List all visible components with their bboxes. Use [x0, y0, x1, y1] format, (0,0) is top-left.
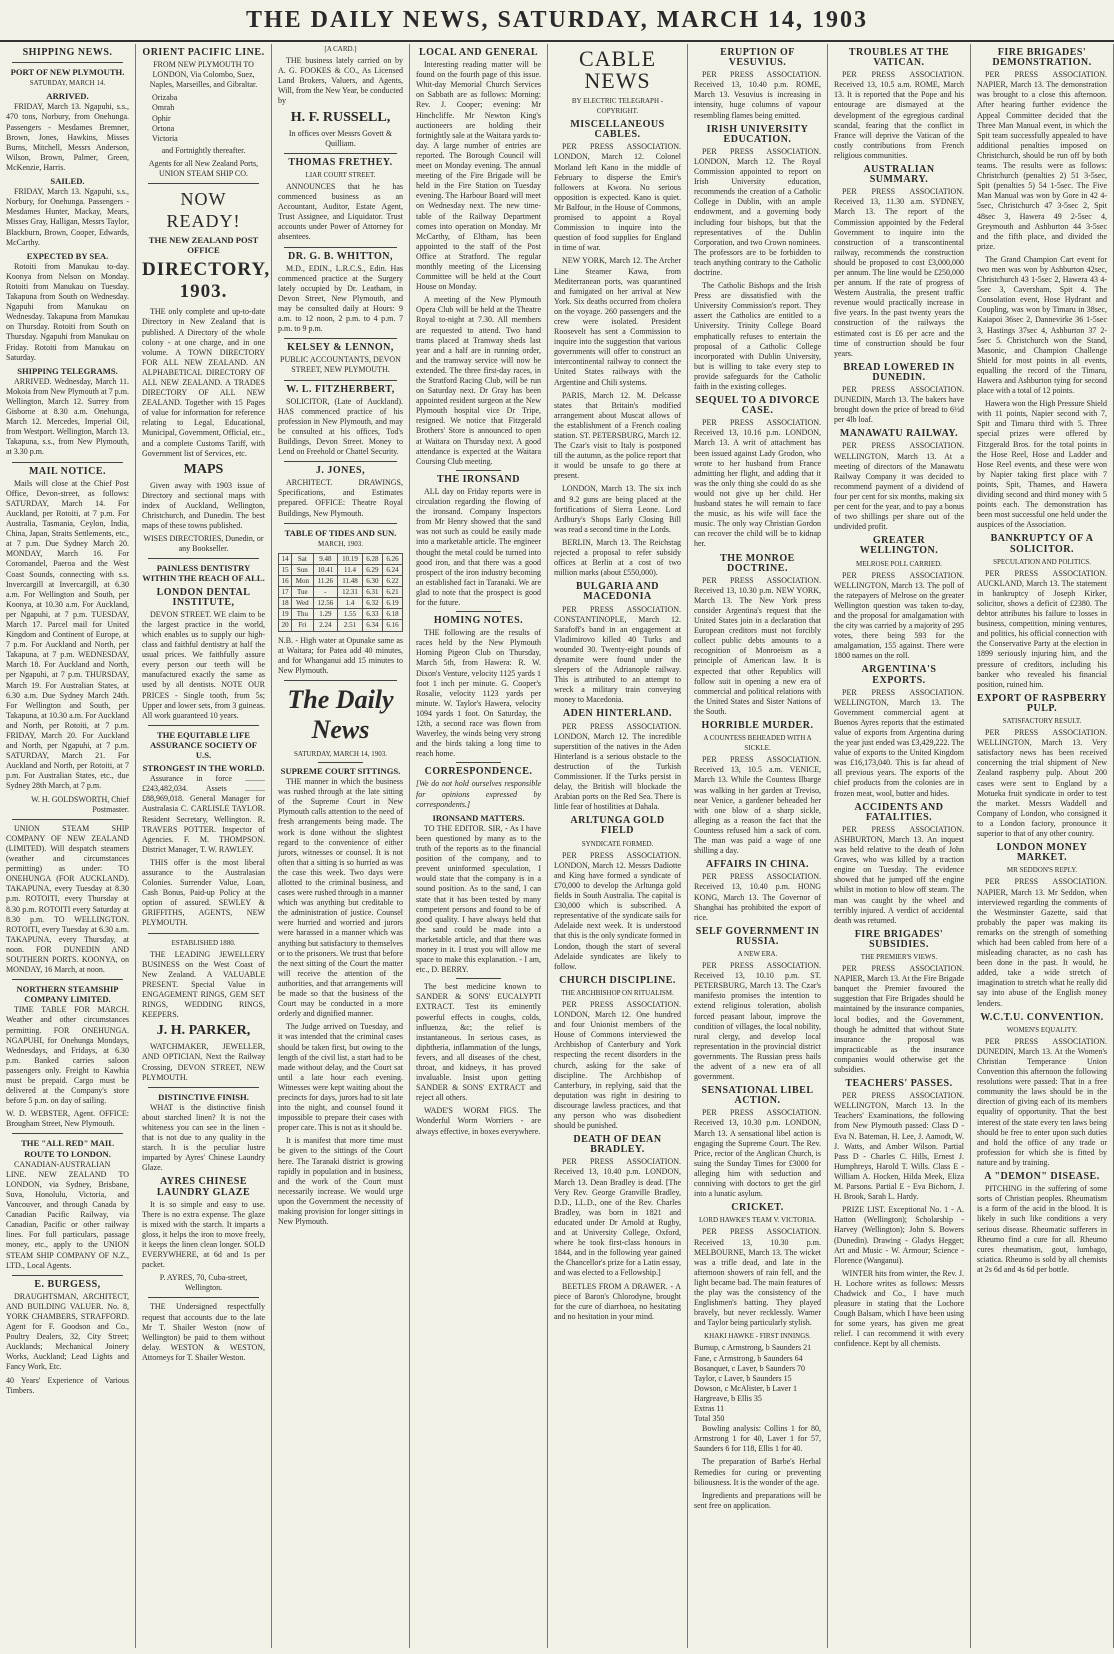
- bread-text: PER PRESS ASSOCIATION. DUNEDIN, March 13. The bakers have brought down the price of bread to 6½d per 4lb loaf.: [834, 385, 964, 425]
- london-dental-heading: LONDON DENTAL INSTITUTE,: [156, 586, 251, 608]
- allred-text: CANADIAN-AUSTRALIAN LINE. NEW ZEALAND TO LONDON, via Sydney, Brisbane, Suva, Honolulu, Victoria, and Vancouver, and through Canada by Canadian Pacific Railway, via Canadian, Pacific or other railway lines. For full particulars, passage money, etc., apply to the UNION STEAM SHIP COMPANY OF N.Z., LTD., Local Agents.: [6, 1159, 129, 1270]
- tide-cell: 19: [279, 609, 292, 620]
- bradley-heading: DEATH OF DEAN BRADLEY.: [573, 1134, 662, 1156]
- money-text: PER PRESS ASSOCIATION. NAPIER, March 13. Mr Seddon, when interviewed regarding the comments of the Westminster Gazette, said that probably the paper was making its remarks on the strength of something which had been cabled from here of a misleading character, as no cash has been done in the past. It would, he added, take a wide stretch of imagination to stretch what he really did say into abuse of the English money lenders.: [977, 877, 1107, 1008]
- ayres-text: It is so simple and easy to use. There is no extra expense. The glaze is mixed with the starch. It imparts a gloss, it helps the iron to move freely, it keeps the linen clean longer. SOLD EVERYWHERE, at 6d and 1s per packet.: [142, 1199, 265, 1270]
- tide-cell: Tue: [292, 587, 313, 598]
- masthead: [0, 0, 1114, 42]
- tide-cell: 6.16: [382, 620, 402, 631]
- divider: [148, 725, 259, 726]
- telegrams-text: ARRIVED. Wednesday, March 11. Mokoia from New Plymouth at 7 p.m. Wellington, March 12. Surrey from Gisborne at 8.30 a.m. Onehunga, March 12. Mercedes, Imperial Oil, from Westport. Wellington, March 13. Takapuna, s.s., from New Plymouth, at 3.30 p.m.: [6, 376, 129, 457]
- kelsey-heading: KELSEY & LENNON,: [287, 342, 394, 354]
- directory-heading: THE NEW ZEALAND POST OFFICE: [148, 235, 259, 256]
- tide-cell: 6.18: [382, 609, 402, 620]
- divider: [12, 1133, 123, 1134]
- wises-text: WISES DIRECTORIES, Dunedin, or any Bookseller.: [143, 534, 264, 554]
- divider: [284, 461, 397, 462]
- parker-text: WATCHMAKER, JEWELLER, AND OPTICIAN, Next the Railway Crossing, DEVON STREET, NEW PLYMOUTH.: [142, 1042, 265, 1082]
- tide-note: N.B. - High water at Opunake same as at Waitara; for Patea add 40 minutes, and for Whanganui add 15 minutes to New Plymouth.: [278, 635, 403, 675]
- paper-date: SATURDAY, MARCH 14, 1903.: [294, 749, 387, 758]
- tide-cell: Fri: [292, 620, 313, 631]
- cricket-sub: LORD HAWKE'S TEAM V. VICTORIA.: [698, 1216, 817, 1225]
- demon-text: PITCHING in the suffering of some sorts of Christian peoples. Rheumatism is a form of the acid in the blood. It is likely in such like conditions a very serious disease. Rheumatic sufferers in Rheumo find a cure for all. Rheumo cures rheumatism, gout, lumbago, sciatica. Rheumo is sold by all chemists at 2s 6d and 4s 6d per bottle.: [977, 1184, 1107, 1274]
- wctu-text: PER PRESS ASSOCIATION. DUNEDIN, March 13. At the Women's Christian Temperance Union Convention this afternoon the following resolutions were passed: That in a free community the laws should be in the direction of giving each of its members equality of opportunity. That the best interest of the state every ten laws being should be free to enter upon such duties and hold the office of any trade or profession for which she is fitted by nature and by training.: [977, 1036, 1107, 1167]
- orient-text: FROM NEW PLYMOUTH TO LONDON, Via Colombo, Suez, Naples, Marseilles, and Gibraltar.: [149, 60, 258, 90]
- equitable-subheading: STRONGEST IN THE WORLD.: [142, 763, 265, 774]
- vesuvius-text: PER PRESS ASSOCIATION. Received 13, 10.40 p.m. ROME, March 13. Vesuvius is increasing in intensity, huge columns of vapour resembling flames being emitted.: [694, 70, 821, 120]
- winter-advert: WINTER hits from winter, the Rev. J. H. Lochore writes as follows: Messrs Chadwick and Co., I have much pleasure in stating that the Lochore Cough Balsam, which I have been using for some years, has given me great relief. I can recommend it with every confidence. Kept by all chemists.: [834, 1268, 964, 1349]
- tide-cell: Wed: [292, 598, 313, 609]
- whitton-heading: DR. G. B. WHITTON,: [287, 250, 394, 262]
- divider: [284, 380, 397, 381]
- cable-heading: CABLE NEWS: [578, 46, 657, 93]
- divider: [148, 558, 259, 559]
- tide-cell: 6.30: [362, 576, 382, 587]
- tide-row: [279, 576, 403, 587]
- tide-cell: 10.19: [338, 553, 363, 564]
- ship-list: [152, 93, 255, 143]
- local-more: A meeting of the New Plymouth Opera Club will be held at the Theatre Royal to-night at 7.30. All members are requested to attend. Two hand trams placed at Tramway sheds last year and a half are in running order, and the tramway service will now be extended. The three first-day races, in the Stratford Racing Club, will be run on Saturday next. Dr Gray has been appointed resident surgeon at the New Plymouth hospital vice Dr Tripe, resigned. We notice that Fitzgerald Brothers' Store is announced to open at Waitara on Thursday next. A good attendance is expected at the Waitara Coursing Club meeting.: [416, 295, 541, 466]
- raspberry-heading: EXPORT OF RASPBERRY PULP.: [977, 692, 1107, 714]
- agent-text: W. D. WEBSTER, Agent. OFFICE: Brougham Street, New Plymouth.: [6, 1109, 129, 1129]
- orient-heading: ORIENT PACIFIC LINE.: [142, 47, 265, 58]
- ayres-heading: AYRES CHINESE LAUNDRY GLAZE: [156, 1176, 251, 1198]
- local-heading: LOCAL AND GENERAL: [418, 47, 539, 58]
- china-text: PER PRESS ASSOCIATION. Received 13, 10.40 p.m. HONG KONG, March 13. The Governor of Shanghai has prohibited the export of rice.: [694, 872, 821, 922]
- jones-text: ARCHITECT. DRAWINGS, Specifications, and Estimates prepared. OFFICE: Theatre Royal Buildings, New Plymouth.: [278, 478, 403, 518]
- divider: [148, 933, 259, 934]
- homing-heading: HOMING NOTES.: [433, 615, 524, 627]
- divider: [12, 979, 123, 980]
- divider: [12, 62, 123, 63]
- tides-heading: TABLE OF TIDES AND SUN.: [284, 527, 397, 538]
- column-6: [688, 44, 828, 1648]
- allred-heading: THE "ALL RED" MAIL ROUTE TO LONDON.: [21, 1138, 114, 1159]
- tide-cell: 6.22: [382, 576, 402, 587]
- ship-item: Ophir: [152, 113, 171, 123]
- divider: [148, 1087, 259, 1088]
- tide-cell: 12.31: [338, 587, 363, 598]
- vatican-text: PER PRESS ASSOCIATION. Received 13, 10.5 a.m. ROME, March 13. It is reported that the Pope and his entourage are dismayed at the development of the egregious cardinal scandal, fearing that the conflict in France will deprive the Vatican of the costly contributions from French religious communities.: [834, 70, 964, 160]
- arltunga-heading: ARLTUNGA GOLD FIELD: [570, 815, 665, 837]
- agents-text: Agents for all New Zealand Ports, UNION STEAM SHIP CO.: [148, 158, 259, 179]
- now-ready: NOW READY!: [166, 189, 241, 232]
- card-label: [A CARD.]: [324, 45, 357, 53]
- column-5: [548, 44, 688, 1648]
- wellington-heading: GREATER WELLINGTON.: [859, 535, 939, 557]
- wctu-sub: WOMEN'S EQUALITY.: [1006, 1025, 1078, 1034]
- mail-heading: MAIL NOTICE.: [28, 465, 107, 477]
- court-text: THE manner in which the business was rushed through at the late sitting of the Supreme Court in New Plymouth calls attention to the need of fresh arrangements being made. The work is done without the slightest regard to the convenience of either jurors, witnesses or counsel. It is not often that a sitting is so hurried as was the case this week. Two days were allotted to the criminal business, and cases were rushed through in a manner which was anything but creditable to the administration of justice. Counsel were hurried and worried and jurors were harassed in a manner which was anything but satisfactory to themselves or to the prisoners. We trust that before the next sitting of the Court the matter will receive the attention of the authorities, and that arrangements will be made so that the business of the Court may be conducted in a more orderly and dignified manner.: [278, 777, 403, 1019]
- church-sub: THE ARCHBISHOP ON RITUALISM.: [561, 988, 674, 997]
- manawatu-text: PER PRESS ASSOCIATION. WELLINGTON, March 13. At a meeting of directors of the Manawatu Railway Company it was decided to recommend payment of a dividend of four per cent for six months, making six per cent for the year, and to pay a bonus of two shillings per share out of the undivided profit.: [834, 441, 964, 532]
- sailed-text: FRIDAY, March 13. Ngapuhi, s.s., Norbury, for Onehunga. Passengers - Mesdames Hunter, Mackay, Mears, Misses Gray, Halligan, Messrs Taylor, Blackburn, Brown, Cooper, Edwards, McCarthy.: [6, 187, 129, 247]
- bread-heading: BREAD LOWERED IN DUNEDIN.: [843, 361, 955, 383]
- maps-text: Given away with 1903 issue of Directory and sectional maps with index of Auckland, Wellington, Christchurch, and Dunedin. The best maps of these towns published.: [142, 480, 265, 531]
- tide-cell: 9.48: [313, 553, 338, 564]
- tide-cell: 11.48: [338, 576, 363, 587]
- ship-item: Victoria: [152, 133, 178, 143]
- tide-cell: 6.28: [362, 553, 382, 564]
- money-sub: MR SEDDON'S REPLY.: [1006, 866, 1078, 875]
- sequel-heading: SEQUEL TO A DIVORCE CASE.: [695, 395, 820, 417]
- tide-row: [279, 598, 403, 609]
- frethey-heading: THOMAS FRETHEY.: [288, 156, 393, 168]
- summary-heading: AUSTRALIAN SUMMARY.: [863, 164, 935, 186]
- accidents-heading: ACCIDENTS AND FATALITIES.: [854, 801, 944, 823]
- sailed-heading: SAILED.: [50, 176, 85, 187]
- bankrupt-text: PER PRESS ASSOCIATION. AUCKLAND, March 13. The statement in bankruptcy of Joseph Kirker, solicitor, shows a deficit of £2380. The debtor attributes his failure to losses in business, competition, mining ventures, and politics, his official connection with the Conservative Party at the election in 1899 seriously injuring him, and the pressure of creditors, including his banker who revealed his financial position, ruined him.: [977, 568, 1107, 689]
- tide-cell: 12.56: [313, 598, 338, 609]
- bankrupt-sub: SPECULATION AND POLITICS.: [993, 557, 1091, 566]
- wellington-sub: MELROSE POLL CARRIED.: [856, 559, 942, 568]
- arrived-text: FRIDAY, March 13. Ngapuhi, s.s., 470 tons, Norbury, from Onehunga. Passengers - Mesdames Bremner, Brown, Jones, Hawkins, Misses Burns, Mitchell, Messrs Anderson, Wilson, Brown, Palmer, Green, McKenzie, Harris.: [6, 102, 129, 172]
- divider: [284, 680, 397, 681]
- score-line: Taylor, c Laver, b Saunders 15: [694, 1373, 792, 1383]
- tide-row: [279, 609, 403, 620]
- weston-text: THE Undersigned respectfully request that accounts due to the late Mr T. Shailer Weston (now of Wellington) be paid to them without delay. WESTON & WESTON, Attorneys for T. Shailer Weston.: [142, 1302, 265, 1362]
- aden-heading: ADEN HINTERLAND.: [562, 708, 673, 720]
- score-line: Burnup, c Armstrong, b Saunders 21: [694, 1343, 812, 1353]
- arrived-heading: ARRIVED.: [46, 91, 89, 102]
- tide-cell: 2.51: [338, 620, 363, 631]
- divider: [12, 819, 123, 820]
- column-7: [828, 44, 971, 1648]
- cricket-text: PER PRESS ASSOCIATION. Received 13, 10.30 p.m. MELBOURNE, March 13. The wicket was a trifle dead, and late in the afternoon showers of rain fell, and the light became bad. The main features of the play was the consistency of the Englishmen's batting. They played bravely, but never recklessly. Warner and Taylor being particularly stylish.: [694, 1227, 821, 1328]
- summary-text: PER PRESS ASSOCIATION. Received 13, 11.30 a.m. SYDNEY, March 13. The report of the Commission appointed by the Federal Government to inquire into the construction of a transcontinental railway, recommends the construction should be proposed to cost £3,000,000 per annum. The line would be £250,000 per annum. If the rate of progress of Western Australia, the present traffic revenue would practically increase in five years. In the past twenty years the construction of the railways the estimated cost is £6 per acre and the time of construction should be four years.: [834, 187, 964, 358]
- northern-text: TIME TABLE FOR MARCH. Weather and other circumstances permitting. FOR ONEHUNGA. NGAPUHI, for Onehunga Mondays, Wednesdays, and Fridays, at 6.30 p.m. Banked carries saloon passengers only. Freight to Kawhia must be prepaid. Cargo must be delivered at the Company's store before 5 p.m. on day of sailing.: [6, 1005, 129, 1106]
- ship-item: Ortona: [152, 123, 175, 133]
- correspondence-subheading: IRONSAND MATTERS.: [432, 812, 525, 823]
- directory-text: THE only complete and up-to-date Directory in New Zealand that is published. A Directory of the whole colony - at one charge, and in one volume. A TOWN DIRECTORY FOR ALL NEW ZEALAND. AN ALPHABETICAL DIRECTORY OF ALL NEW ZEALAND. A TRADES DIRECTORY OF ALL NEW ZEALAND. Together with 15 Pages of value for information for reference relating to Legal, Educational, Municipal, Government, Official, etc., and a complete Customs Tariff, with Government list of Services, etc.: [142, 307, 265, 458]
- misc-text-2: NEW YORK, March 12. The Archer Line Steamer Kawa, from Mediterranean ports, was quarantined and fumigated on her arrival at New York. Six deaths occurred from cholera on the voyage. 260 passengers and the crew were isolated. President Roosevelt has sent a Commission to inquire into the suggestion that various governments will offer to construct an intercontinental railway to connect the United States railways with the Argentine and Chili systems.: [554, 256, 681, 387]
- tide-cell: Mon: [292, 576, 313, 587]
- tide-cell: 6.26: [382, 553, 402, 564]
- homing-text: THE following are the results of races held by the New Plymouth Homing Pigeon Club on Thursday, March 5th, from Hawera: R. W. Dixon's Venture, velocity 1125 yards 1 foot 1 inch per minute. G. Cooper's Rosalie, velocity 1123 yards per minute. W. Taylor's Hawera, velocity 1094 yards 1 foot. On Saturday, the 12th, a second race was flown from Waverley, the winds being very strong and the birds taking a long time to reach home.: [416, 628, 541, 759]
- correspondence-heading: CORRESPONDENCE.: [424, 766, 533, 778]
- murder-sub: A COUNTESS BEHEADED WITH A SICKLE.: [703, 734, 812, 753]
- powder-advert: The preparation of Barbe's Herbal Remedies for curing or preventing biliousness. It is the wonder of the age.: [694, 1457, 821, 1487]
- tide-cell: 16: [279, 576, 292, 587]
- manawatu-heading: MANAWATU RAILWAY.: [839, 428, 959, 440]
- frethey-text: ANNOUNCES that he has commenced business as an Accountant, Auditor, Estate Agent, Trust Assignee, and Liquidator. Trust accounts under Power of Attorney for absentees.: [278, 181, 403, 242]
- tide-cell: 6.33: [362, 609, 382, 620]
- directory-title: DIRECTORY, 1903.: [142, 259, 271, 303]
- expected-text: Rotoiti from Manukau to-day. Koonya from Nelson on Monday. Rotoiti from Manukau on Tuesday. Takapuna from South on Wednesday. Ngapuhi from Manukau on Wednesday. Takapuna from Manukau on Thursday. Rotoiti from South on Thursday. Ngapuhi from Manukau on Friday. Rotoiti from Manukau on Saturday.: [6, 261, 129, 362]
- russia-text: PER PRESS ASSOCIATION. Received 13, 10.10 p.m. ST. PETERSBURG, March 13. The Czar's manifesto promises the intention to extend religious toleration, abolish forced peasant labour, improve the condition of villages, the local nobility, rural clergy, and develop local representation in the provincial district governments. The Russian press hails the advent of a new era of all government.: [694, 961, 821, 1082]
- arltunga-sub: SYNDICATE FORMED.: [581, 839, 654, 848]
- ironsand-text: ALL day on Friday reports were in circulation regarding the flowing of the ironsand. Company Inspectors from Mr Henry showed that the sand was not such as could be easily made into a marketable article. The engineer thought the metal could be turned into good iron, and that there was a good prospect of the iron industry becoming an established fact in Taranaki. We are glad to note that the prospect is good for the future.: [416, 486, 541, 607]
- china-heading: AFFAIRS IN CHINA.: [705, 859, 810, 871]
- teachers-heading: TEACHERS' PASSES.: [845, 1078, 953, 1090]
- local-text: Interesting reading matter will be found on the fourth page of this issue. Whit-day Memorial Church Services on Sabbath are as follows: Morning: Rev. J. Cooper; evening: Mr Hinchcliffe. Mr Newton King's auctioneers are holding their fortnightly sale at the Waitara yards to-day. A large number of entries are reported. The Borough Council will meet on Monday evening. The annual meeting of the Fire Brigade will be held in the Fire Station on Tuesday evening. The Harbour Board will meet on Wednesday next. The new time-table of the Railway Department comes into operation on Monday. Mr McCarthy, of Eltham, has been appointed to the staff of the Post Office at Stratford. The regular monthly meeting of the Licensing Committee will be held at the Court House on Monday.: [416, 60, 541, 292]
- score-line: Extras 11: [694, 1404, 725, 1413]
- jones-heading: J. JONES,: [315, 465, 366, 477]
- monroe-text: PER PRESS ASSOCIATION. Received 13, 10.30 p.m. NEW YORK, March 13. The New York press consider Argentina's request that the United States join in a declaration that European creditors must not forcibly collect public debts amounts to a recognition of Monroeism as a principle of American law. It is expected that other Republics will follow suit in opening a new era of commercial and political relations with the United States and Sister Nations of the South.: [694, 575, 821, 716]
- divider: [456, 978, 501, 979]
- paper-title: The Daily News: [287, 684, 394, 744]
- card-text: THE business lately carried on by A. G. FOOKES & CO., As Licensed Land Brokers, Valuers, and Agents, Will, from the New Year, be conducted by: [278, 56, 403, 106]
- tide-table: [278, 553, 403, 632]
- maps-heading: MAPS: [183, 461, 224, 477]
- wade-advert: WADE'S WORM FIGS. The Wonderful Worm Worriers - are always effective, in boxes everywhere.: [416, 1106, 541, 1136]
- column-8: [971, 44, 1114, 1648]
- subsidies-heading: FIRE BRIGADES' SUBSIDIES.: [854, 928, 944, 950]
- aden-text: PER PRESS ASSOCIATION. LONDON, March 12. The incredible superstition of the natives in the Aden Hinterland is a serious obstacle to the destruction of the Turkish Commissioner. If the Turks persist in delay, the British will blockade the Arabian ports on the Red Sea. There is little fear of hostilities at Dahala.: [554, 721, 681, 812]
- teachers-text: PER PRESS ASSOCIATION. WELLINGTON, March 13. In the Teachers' Examinations, the following from New Plymouth passed: Class D - Eva N. Bateman, H. Lee, J. Aamodt, W. J. Watts, and Amber Wilson. Partial Pass D - Charles C. Hills, Ernest J. Humphreys, Harold T. Wills. Class E - William A. Hocken, Hilda Meek, Eliza M. Parsons. Partial E - Eva Bichorn, J. H. Brook, Sarah L. Hardy.: [834, 1091, 964, 1202]
- column-1: [0, 44, 136, 1648]
- misc-text-4: LONDON, March 13. The six inch and 9.2 guns are being placed at the fortifications of Sierra Leone. Lord Ardbury's Shops Early Closing Bill was read a second time in the Lords.: [554, 484, 681, 534]
- burgess-heading: E. BURGESS,: [34, 1278, 101, 1290]
- score-line: Bosanquet, c Laver, b Saunders 70: [694, 1363, 805, 1373]
- eucalypti-advert: The best medicine known to SANDER & SONS' EUCALYPTI EXTRACT. Test its eminently powerful effects in coughs, colds, influenza, &c; the relief is instantaneous. In serious cases, as diphtheria, inflammation of the lungs, fevers, and all diseases of the chest, throat, and kidneys, it has proved invaluable. Insist upon getting SANDER & SONS' EXTRACT and reject all others.: [416, 982, 541, 1103]
- court-heading: SUPREME COURT SITTINGS.: [280, 765, 401, 776]
- irish-text: PER PRESS ASSOCIATION. LONDON, March 12. The Royal Commission appointed to report on Irish University education, recommends the creation of a Catholic College in Dublin, with an ample endowment, and a governing body including four bishops, but that the representatives of the Dublin Corporation, and two Crown nominees. The professors are to be forbidden to teach anything contrary to the Catholic doctrine.: [694, 146, 821, 277]
- tide-cell: 11.26: [313, 576, 338, 587]
- tide-cell: 1.55: [338, 609, 363, 620]
- tide-cell: 14: [279, 553, 292, 564]
- divider: [284, 153, 397, 154]
- ayres-footer: P. AYRES, 70, Cuba-street, Wellington.: [159, 1273, 248, 1293]
- bowling-text: Bowling analysis: Collins 1 for 80, Armstrong 1 for 40, Laver 1 for 57, Saunders 6 for 118, Ellis 1 for 40.: [694, 1424, 821, 1454]
- ironsand-heading: THE IRONSAND: [437, 473, 520, 485]
- vatican-heading: TROUBLES AT THE VATICAN.: [848, 47, 950, 69]
- wctu-heading: W.C.T.U. CONVENTION.: [980, 1011, 1104, 1023]
- divider: [456, 470, 501, 471]
- tide-cell: Thu: [292, 609, 313, 620]
- subsidies-text: PER PRESS ASSOCIATION. NAPIER, March 13. At the Fire Brigade banquet the Premier favoured the suggestion that Fire Brigades should be maintained by the insurance companies, local bodies, and the Government, though he admitted that without State insurance the proposal was impracticable as the insurance companies would otherwise get the subsidies.: [834, 964, 964, 1074]
- masthead-title: THE DAILY NEWS, SATURDAY, MARCH 14, 1903: [245, 6, 869, 33]
- tide-cell: 18: [279, 598, 292, 609]
- misc-text-5: BERLIN, March 13. The Reichstag rejected a proposal to refer subsidy offices at Berlin at a cost of two million marks (about £550,000).: [554, 537, 681, 578]
- court-end: It is manifest that more time must be given to the sittings of the Court here. The Taranaki district is growing rapidly in population and in business, and the work of the Court must necessarily increase. We would urge upon the Government the necessity of making provision for longer sittings in New Plymouth.: [278, 1136, 403, 1227]
- bankrupt-heading: BANKRUPTCY OF A SOLICITOR.: [990, 533, 1094, 555]
- argentina-heading: ARGENTINA'S EXPORTS.: [861, 664, 937, 686]
- score-line: Total 350: [694, 1414, 725, 1424]
- postmaster: W. H. GOLDSWORTH, Chief Postmaster.: [31, 794, 129, 814]
- divider: [12, 462, 123, 463]
- vesuvius-heading: ERUPTION OF VESUVIUS.: [720, 47, 795, 69]
- tide-row: [279, 553, 403, 564]
- tide-cell: 6.34: [362, 620, 382, 631]
- ship-item: Orizaba: [152, 93, 178, 103]
- tide-cell: 1.29: [313, 609, 338, 620]
- ship-item: Omrah: [152, 103, 175, 113]
- tide-cell: 17: [279, 587, 292, 598]
- frethey-sub: LIAR COURT STREET.: [305, 170, 376, 179]
- fitzherbert-text: SOLICITOR, (Late of Auckland). HAS commenced practice of his profession in New Plymouth, and may be consulted at his offices, Tod's Buildings, Devon Street. Money to Lend on Freehold or Chattel Security.: [278, 396, 403, 457]
- column-4: [410, 44, 548, 1648]
- usscc-text: UNION STEAM SHIP COMPANY OF NEW ZEALAND (LIMITED). Will despatch steamers (weather and circumstances permitting) as under: TO ONEHUNGA (FOR AUCKLAND). TAKAPUNA, every Tuesday at 8.30 p.m. ROTOITI, every Thursday at 8.30 p.m. ROTOITI every Saturday at 8.30 p.m. TO WELLINGTON. ROTOITI, every Tuesday at 6.30 a.m. TAKAPUNA, every Thursday, at noon. FOR DUNEDIN AND SOUTHERN PORTS. KOONYA, on MONDAY, 16 March, at noon.: [6, 823, 129, 975]
- parker-heading: J. H. PARKER,: [156, 1023, 251, 1039]
- murder-text: PER PRESS ASSOCIATION. Received 13, 10.5 a.m. VENICE, March 13. While the Countess Ilbarge was walking in her garden at Treviso, near Venice, a gardener beheaded her with one blow of a sharp sickle, alleging as a reason the fact that the Countess refused him a sack of corn. The man was paid a wage of one shilling a day.: [694, 755, 821, 856]
- score-list: [694, 1343, 821, 1424]
- whitton-text: M.D., EDIN., L.R.C.S., Edin. Has commenced practice at the Surgery lately occupied by Dr. Leatham, in Devon Street, New Plymouth, and may be consulted daily at Hours: 9 a.m. to 12 noon, 2 p.m. to 4 p.m. 7 p.m. to 9 p.m.: [278, 263, 403, 334]
- northern-heading: NORTHERN STEAMSHIP COMPANY LIMITED.: [16, 984, 119, 1005]
- demo-text-2: The Grand Champion Cart event for two men was won by Ashburton 42sec, Christchurch 43 1-5sec 2, Hawera 43 4-5sec 3, Caversham, Spit 4. The Consolation event, Hose Hydrant and Coupling, was won by Timaru in 38sec, Kaiapoi 36sec 2, Dannevirke 36 1-5sec 3, Hastings 37sec 4, Ashburton 37 2-5sec 5. Christchurch won the Stand, Masonic, and Champion Challenge Shield for most points in all events, equalling the record of the Timaru, Hawera and Ashburton tying for second place with a total of 12 points.: [977, 254, 1107, 396]
- arltunga-text: PER PRESS ASSOCIATION. LONDON, March 12. Messrs Dadiotte and King have formed a syndicate of £70,000 to develop the Arltunga gold fields in South Australia. The capital is £30,000 which is subscribed. A representative of the syndicate sails for Adelaide next week. It is understood that this is the only syndicate formed in London, though the start of several Adelaide syndicates are likely to follow.: [554, 850, 681, 971]
- burgess-footer: 40 Years' Experience of Various Timbers.: [6, 1375, 129, 1395]
- tide-row: [279, 587, 403, 598]
- london-dental-text: DEVON STREET. WE claim to be the largest practice in the world, which enables us to supply our high-class and faithful dentistry at half the usual prices. We faithfully assure every person our teeth will be manufactured exactly the same as used by all dentists. NOTE OUR PRICES - Single tooth, from 5s; Upper and lower sets, from 3 guineas. All work guaranteed 10 years.: [142, 609, 265, 720]
- tide-cell: 15: [279, 564, 292, 575]
- score-heading: KHAKI HAWKE - FIRST INNINGS.: [704, 1332, 811, 1341]
- divider: [456, 762, 501, 763]
- tide-cell: 6.21: [382, 587, 402, 598]
- raspberry-sub: SATISFACTORY RESULT.: [1002, 717, 1082, 725]
- prize-text: PRIZE LIST. Exceptional No. 1 - A. Hatton (Wellington); Scholarship - Harvey (Wellington); John S. Bowers (Dunedin). Drawing - Gladys Hegget; Art and Music - W. Armour; Science - Florence (Wanganui).: [834, 1205, 964, 1265]
- russell-sub: In offices over Messrs Govett & Quilliam.: [288, 128, 393, 148]
- parker-intro: THE LEADING JEWELLERY BUSINESS on the West Coast of New Zealand. A VALUABLE PRESENT. Special Value in ENGAGEMENT RINGS, GEM SET RINGS, WEDDING RINGS, KEEPERS.: [142, 949, 265, 1020]
- cable-sub: BY ELECTRIC TELEGRAPH - COPYRIGHT.: [571, 97, 664, 116]
- equitable-text: Assurance in force .......... £243,482,034. Assets .......... £88,969,018. General Manager for Australasia C. CARLISLE TAYLOR. Resident Secretary, Wellington. R. TRAVERS POTTER. Inspector of Agencies. F. M. THOMPSON. District Manager, T. W. RAWLEY.: [142, 774, 265, 854]
- score-line: Fane, c Armstrong, b Saunders 64: [694, 1353, 803, 1363]
- irish-heading: IRISH UNIVERSITY EDUCATION.: [706, 123, 809, 145]
- russia-sub: A NEW ERA.: [737, 949, 778, 958]
- monroe-heading: THE MONROE DOCTRINE.: [720, 552, 795, 574]
- tide-cell: 1.4: [338, 598, 363, 609]
- wellington-text: PER PRESS ASSOCIATION. WELLINGTON, March 13. The poll of the ratepayers of Melrose on the greater Wellington question was taken to-day, and the proposal for amalgamation with the city was carried by a majority of 295 votes, there being 593 for the amalgamation, 155 against. There were 1800 names on the roll.: [834, 570, 964, 661]
- tide-cell: Sat: [292, 553, 313, 564]
- tides-sub: MARCH, 1903.: [318, 539, 363, 548]
- tide-row: [279, 620, 403, 631]
- tide-cell: 6.19: [382, 598, 402, 609]
- finish-text: WHAT is the distinctive finish about starched linen? It is not the whiteness you can see in the linen - that is not due to any quality in the starch. It is the peculiar lustre imparted by Ayres' Chinese Laundry Glaze.: [142, 1102, 265, 1173]
- divider: [284, 523, 397, 524]
- burgess-text: DRAUGHTSMAN, ARCHITECT, AND BUILDING VALUER. No. 8, YORK CHAMBERS, STRAFFORD. Agent for F. Goodson and Co., Poultry Dealers, 32, City Street; Aucklands; Mechanical Joinery Works, Auckland; Lead Lights and Fancy Work, Etc.: [6, 1291, 129, 1372]
- irish-text-2: The Catholic Bishops and the Irish Press are dissatisfied with the University Commission's report. They assert the Catholics are entitled to a University. Trinity College Board emphatically refuses to entertain the proposal of a Catholic College incorporated with Dublin University, but is willing to take every step to provide safeguards for the Catholic faith in the existing colleges.: [694, 281, 821, 391]
- established: ESTABLISHED 1880.: [171, 938, 236, 947]
- tide-cell: -: [313, 587, 338, 598]
- date-line: SATURDAY, MARCH 14.: [29, 79, 106, 88]
- divider: [148, 1297, 259, 1298]
- bradley-text: PER PRESS ASSOCIATION. Received 13, 10.40 p.m. LONDON, March 13. Dean Bradley is dead. [The Very Rev. George Granville Bradley, D.D., LL.D., one of the Rev. Charles Bradley, was born in 1821 and educated under Dr Arnold at Rugby, and at University College, Oxford, where he took first-class honours in 1844, and in the following year gained the Chancellor's prize for a Latin essay, and was elected to a Fellowship.]: [554, 1157, 681, 1278]
- demo-heading: FIRE BRIGADES' DEMONSTRATION.: [992, 47, 1092, 69]
- russia-heading: SELF GOVERNMENT IN RUSSIA.: [695, 925, 820, 947]
- tide-cell: 6.24: [382, 564, 402, 575]
- misc-heading: MISCELLANEOUS CABLES.: [570, 119, 665, 141]
- tide-cell: Sun: [292, 564, 313, 575]
- mail-text: Mails will close at the Chief Post Office, Devon-street, as follows: SATURDAY, March 14. For Auckland, per Rotoiti, at 7 p.m. For Australia, Tasmania, Ceylon, India, China, Japan, Straits Settlements, etc., at 7 p.m. Due Sydney March 20. MONDAY, March 16. For Coromandel, Paeroa and the West Coast Sounds, connecting with s.s. Invercargill at Invercargill, at 6.30 a.m. For Wellington and South, per Koonya, at 10.30 a.m. For Auckland, per Ngapuhi, at 7 p.m. TUESDAY, March 17. Parcel mail for United Kingdom and Continent of Europe, at 7 p.m. For Auckland and North, per Takapuna, at 7 p.m. WEDNESDAY, March 18. For Auckland and North, per Ngapuhi, at 7 p.m. THURSDAY, March 19. For Australian States, at 6.30 a.m. Due Sydney March 24th. For Wellington and South, per Takapuna, at 10.30 a.m. For Auckland and North, per Rotoiti, at 7 p.m. FRIDAY, March 20. For Auckland and North, per Ngapuhi, at 7 p.m. SATURDAY, March 21. For Auckland and North, per Rotoiti, at 7 p.m. For Australian States, etc., due Sydney 28th March, at 7 p.m.: [6, 478, 129, 791]
- extra-advert: Ingredients and preparations will be sent free on application.: [694, 1490, 821, 1510]
- score-line: Hargreave, b Ellis 35: [694, 1393, 762, 1403]
- accidents-text: PER PRESS ASSOCIATION. ASHBURTON, March 13. An inquest was held relative to the death of John Graves, who was killed by a traction engine on Tuesday. The evidence showed that he jumped off the engine whilst in motion to blow off steam. The man was caught by the wheel and terribly injured. A verdict of accidental death was returned.: [834, 824, 964, 925]
- kelsey-text: PUBLIC ACCOUNTANTS, DEVON STREET, NEW PLYMOUTH.: [280, 355, 401, 375]
- sewley-text: THIS offer is the most liberal assurance to the Australasian Colonies. Surrender Value, Loan, Cash Bonus, Paid-up Policy at the option of assured. SEWLEY & GRIFFITHS, AGENTS, NEW PLYMOUTH.: [142, 857, 265, 928]
- court-more: The Judge arrived on Tuesday, and it was intended that the criminal cases should be taken first, but owing to the length of the civil list, a start had to be made without delay, and the Court sat until a late hour each evening. Witnesses were kept waiting about the precincts for days, jurors had to sit late into the night, and counsel found it impossible to prepare their cases with proper care. This is not as it should be.: [278, 1022, 403, 1133]
- subsidies-sub: THE PREMIER'S VIEWS.: [860, 952, 938, 961]
- misc-text: PER PRESS ASSOCIATION. LONDON, March 12. Colonel Morland left Kano in the middle of February to disperse the Emir's followers at Kwora. No serious opposition is expected. Kano is quiet. Mr Balfour, in the House of Commons, promised to appoint a Royal Commission to inquire into the question of food supplies for England in time of war.: [554, 142, 681, 253]
- tide-row: [279, 564, 403, 575]
- column-2: [136, 44, 272, 1648]
- tide-cell: 6.31: [362, 587, 382, 598]
- tide-cell: 20: [279, 620, 292, 631]
- cricket-heading: CRICKET.: [731, 1202, 784, 1214]
- divider: [12, 1275, 123, 1276]
- money-heading: LONDON MONEY MARKET.: [996, 842, 1088, 864]
- port-heading: PORT OF NEW PLYMOUTH.: [10, 67, 125, 78]
- bulgaria-heading: BULGARIA AND MACEDONIA: [576, 581, 659, 603]
- painless-heading: PAINLESS DENTISTRY WITHIN THE REACH OF ALL.: [142, 563, 265, 584]
- argentina-text: PER PRESS ASSOCIATION. WELLINGTON, March 13. The Government commercial agent at Buenos Ayres reports that the estimated value of exports from Argentina during the year just ended was £3,429,222. The value of exports to the United Kingdom was £16,173,040. This is far ahead of all previous years. The exports of the chief products from the colonies are in frozen meat, wool, butter and hides.: [834, 687, 964, 798]
- expected-heading: EXPECTED BY SEA.: [26, 250, 109, 261]
- divider: [318, 762, 363, 763]
- tide-cell: 6.32: [362, 598, 382, 609]
- score-line: Dowson, c McAlister, b Laver 1: [694, 1383, 797, 1393]
- divider: [456, 611, 501, 612]
- bulgaria-text: PER PRESS ASSOCIATION. CONSTANTINOPLE, March 12. Sarafoff's band in an engagement at Vladimirovo killed 40 Turks and wounded 30. Twenty-eight pounds of dynamite were found under the sleepers of the Adrianople railway. This is attributed to an attempt to wreck a military train conveying money to Macedonia.: [554, 604, 681, 705]
- misc-text-3: PARIS, March 12. M. Delcasse states that Britain's modified arrangement about Muscat allows of the establishment of a French coaling station. ST. PETERSBURG, March 12. The Czar's visit to Italy is postponed till the autumn, as the police report that it would be unsafe to go there at present.: [554, 390, 681, 481]
- church-text: PER PRESS ASSOCIATION. LONDON, March 12. One hundred and four Unionist members of the House of Commons interviewed the Archbishop of Canterbury and York respecting the recent disorders in the church, asking for the sake of discipline. The Archbishop of Canterbury, in replying, said that the deputation was right in desiring to discourage lawless practices, and that any person who was disobedient should be punished.: [554, 999, 681, 1131]
- demon-heading: A "DEMON" DISEASE.: [984, 1171, 1100, 1183]
- libel-text: PER PRESS ASSOCIATION. Received 13, 10.30 p.m. LONDON, March 13. A sensational libel action is engaging the Supreme Court. The Rev. Price, rector of the Anglican Church, is suing the Sunday Times for £3000 for alleging him with seduction and conniving with doctors to get the girl into a lunatic asylum.: [694, 1108, 821, 1199]
- raspberry-text: PER PRESS ASSOCIATION. WELLINGTON, March 13. Very satisfactory news has been received concerning the trial shipment of New Zealand raspberry pulp. About 200 cases were sent to England by a Motueka fruit syndicate in order to test the market. Messrs Waddell and Company of London, who consigned it to a London factory, pronounce it superior to that of any other country.: [977, 728, 1107, 839]
- correspondence-note: [We do not hold ourselves responsible for opinions expressed by correspondents.]: [416, 779, 541, 809]
- shipping-heading: SHIPPING NEWS.: [22, 47, 113, 58]
- demo-text-3: Hawera won the High Pressure Shield with 11 points, Napier second with 7, Spit and Timaru third with 5. Three special prizes were offered by Fitzgerald Bros. for the total points in the Hose Reel, Hose and Ladder and Hose Reel events, and these were won by Napier taking first place with 7 points, Spit, Thames, and Hawera dividing second and third money with 5 points each. The demonstration has been most successful one held under the auspices of the Association.: [977, 399, 1107, 530]
- divider: [148, 183, 259, 184]
- tide-cell: 6.29: [362, 564, 382, 575]
- demo-text: PER PRESS ASSOCIATION. NAPIER, March 13. The demonstration was brought to a close this afternoon. After hearing further evidence the Appeal Committee decided that the Three Man Manual event, in which the Spit team successfully appealed to have additional penalties imposed on Christchurch, should be run off by both teams. The results were as follows: Christchurch (penalties 2) 51 3-5sec, Spit (penalties 5) 54 1-5sec. The Five Man Manual was won by Gore in 42 4-5sec, Christchurch 47 3-5sec 2, Spit 48sec 3, Hawera 49 2-5sec 4, Greymouth and Ashburton 44 3-5sec and the fifth place, and divided the prize.: [977, 70, 1107, 251]
- divider: [284, 338, 397, 339]
- tide-cell: 11.4: [338, 564, 363, 575]
- finish-heading: DISTINCTIVE FINISH.: [158, 1091, 249, 1102]
- beetles-advert: BEETLES FROM A DRAWER. - A piece of Baron's Chlorodyne, brought for the cure of diarrhoea, no hesitating and no hesitation in your mind.: [554, 1281, 681, 1321]
- murder-heading: HORRIBLE MURDER.: [701, 720, 814, 731]
- freight-text: and Fortnightly thereafter.: [161, 145, 246, 155]
- church-heading: CHURCH DISCIPLINE.: [559, 974, 676, 986]
- correspondence-text: TO THE EDITOR. SIR, - As I have been questioned by many as to the truth of the reports as to the financial position of the company, and to prevent uninformed speculation, I would state that the company is in a sound position. As to the sand, I can state that it has been tested by many competent persons and found to be of good quality. I have always held that the sand could be made into a marketable article, and that there was money in it. I trust you will allow me space to make this explanation. - I am, etc., D. BERRY.: [416, 823, 541, 975]
- libel-heading: SENSATIONAL LIBEL ACTION.: [701, 1085, 814, 1107]
- divider: [284, 247, 397, 248]
- tide-cell: 10.41: [313, 564, 338, 575]
- fitzherbert-heading: W. L. FITZHERBERT,: [286, 383, 395, 395]
- russell-heading: H. F. RUSSELL,: [290, 109, 391, 125]
- tide-cell: 2.24: [313, 620, 338, 631]
- equitable-heading: THE EQUITABLE LIFE ASSURANCE SOCIETY OF U.S.: [149, 729, 258, 760]
- sequel-text: PER PRESS ASSOCIATION. Received 13, 10.16 p.m. LONDON, March 13. A writ of attachment has been issued against Lady Grodon, who wrote to her husband from France admitting her flight, and adding that it was the only thing she could do as she would not give up her child. Her husband states he will remain to face the music, as his wife will face the music. The only way Christian Gordon can recover the child will be to kidnap her.: [694, 418, 821, 549]
- telegrams-heading: SHIPPING TELEGRAMS.: [17, 365, 118, 376]
- column-3: [272, 44, 410, 1648]
